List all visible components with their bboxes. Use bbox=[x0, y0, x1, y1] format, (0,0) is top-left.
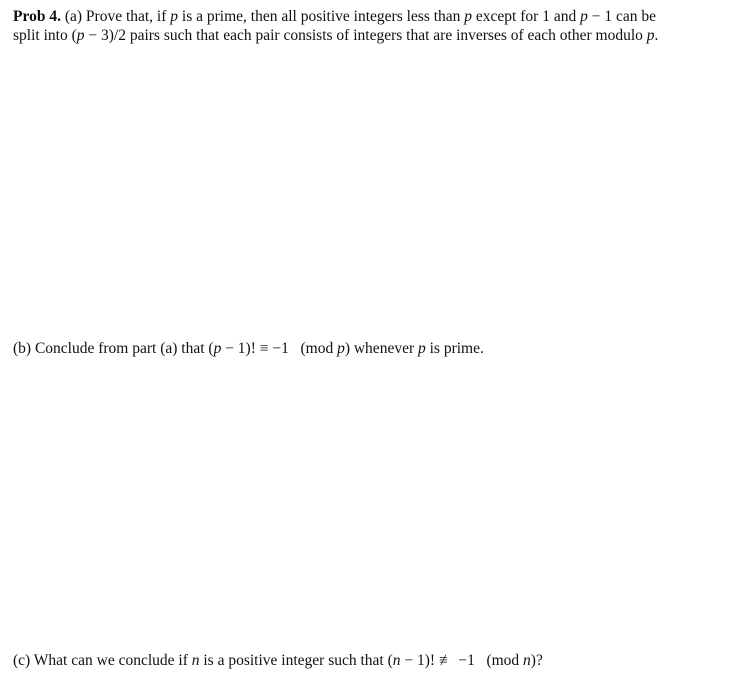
part-a-text: − 1 can be bbox=[587, 8, 656, 25]
part-c-text: − 1)! ≢ −1 (mod bbox=[400, 652, 524, 669]
part-b-text: (b) Conclude from part (a) that ( bbox=[13, 340, 214, 357]
math-var: p bbox=[580, 8, 588, 25]
part-a-text: except for 1 and bbox=[472, 8, 581, 25]
math-var: p bbox=[337, 340, 345, 357]
part-b-text: is prime. bbox=[425, 340, 484, 357]
part-a-text: (a) Prove that, if bbox=[64, 8, 171, 25]
part-b-line bbox=[13, 339, 745, 358]
part-a-text: − 3)/2 pairs such that each pair consists of integers that are inverses of each other modulo bbox=[84, 27, 647, 44]
part-a-text: split into ( bbox=[13, 27, 77, 44]
part-a-line-1 bbox=[13, 7, 745, 26]
math-var: p bbox=[170, 8, 179, 25]
math-var: n bbox=[191, 652, 200, 669]
part-c-text: (c) What can we conclude if bbox=[13, 652, 192, 669]
math-var: n bbox=[523, 652, 531, 669]
part-a-text: is a prime, then all positive integers less than bbox=[178, 8, 465, 25]
part-a-statement bbox=[13, 7, 745, 45]
part-b-statement bbox=[13, 339, 745, 358]
part-b-text: − 1)! ≡ −1 (mod bbox=[221, 340, 338, 357]
math-var: p bbox=[213, 340, 222, 357]
part-a-line-2 bbox=[13, 26, 745, 45]
math-var: p bbox=[646, 27, 655, 44]
part-b-text: ) whenever bbox=[344, 340, 418, 357]
problem-heading: Prob 4. bbox=[13, 8, 61, 25]
math-var: p bbox=[464, 8, 473, 25]
part-c-text: )? bbox=[530, 652, 543, 669]
part-c-text: is a positive integer such that ( bbox=[199, 652, 393, 669]
part-a-text: . bbox=[654, 27, 659, 44]
part-c-statement bbox=[13, 651, 745, 670]
math-var: n bbox=[392, 652, 401, 669]
math-var: p bbox=[417, 340, 426, 357]
math-var: p bbox=[76, 27, 85, 44]
part-c-line bbox=[13, 651, 745, 670]
